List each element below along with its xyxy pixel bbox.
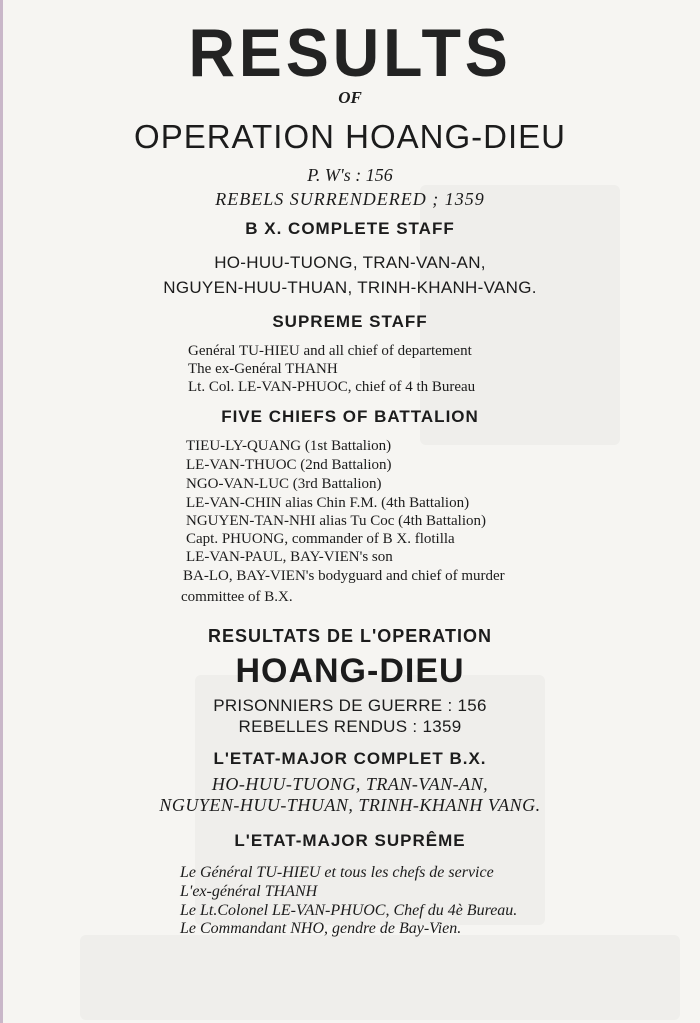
chief-item: LE-VAN-PAUL, BAY-VIEN's son bbox=[186, 549, 393, 565]
french-names-line-1: HO-HUU-TUONG, TRAN-VAN-AN, bbox=[211, 774, 489, 794]
bx-staff-heading: B X. COMPLETE STAFF bbox=[245, 219, 455, 238]
prisoners-of-war: P. W's : 156 bbox=[307, 165, 393, 185]
french-supreme-item: L'ex-général THANH bbox=[180, 883, 318, 900]
operation-name: OPERATION HOANG-DIEU bbox=[134, 118, 566, 155]
french-supreme-item: Le Général TU-HIEU et tous les chefs de service bbox=[180, 864, 494, 881]
french-supreme-item: Le Lt.Colonel LE-VAN-PHUOC, Chef du 4è Bureau. bbox=[180, 902, 518, 919]
supreme-item: The ex-Genéral THANH bbox=[188, 361, 338, 377]
supreme-staff-heading: SUPREME STAFF bbox=[272, 312, 428, 331]
french-results-heading: RESULTATS DE L'OPERATION bbox=[208, 626, 492, 646]
show-through-block-bottom bbox=[80, 935, 680, 1020]
supreme-item: Lt. Col. LE-VAN-PHUOC, chief of 4 th Bureau bbox=[188, 379, 476, 395]
chief-item: Capt. PHUONG, commander of B X. flotilla bbox=[186, 531, 455, 547]
french-supreme-heading: L'ETAT-MAJOR SUPRÊME bbox=[234, 831, 466, 850]
chief-item: BA-LO, BAY-VIEN's bodyguard and chief of murder bbox=[183, 568, 505, 584]
chief-item: committee of B.X. bbox=[181, 589, 293, 605]
document-title: RESULTS bbox=[188, 15, 512, 91]
chief-item: LE-VAN-THUOC (2nd Battalion) bbox=[186, 457, 392, 473]
chief-item: TIEU-LY-QUANG (1st Battalion) bbox=[186, 438, 392, 454]
chief-item: LE-VAN-CHIN alias Chin F.M. (4th Battalion) bbox=[186, 495, 470, 511]
french-rebels: REBELLES RENDUS : 1359 bbox=[238, 717, 462, 736]
french-prisoners: PRISONNIERS DE GUERRE : 156 bbox=[213, 696, 487, 715]
bx-names-line-2: NGUYEN-HUU-THUAN, TRINH-KHANH-VANG. bbox=[163, 278, 537, 297]
french-names-line-2: NGUYEN-HUU-THUAN, TRINH-KHANH VANG. bbox=[159, 795, 541, 815]
french-operation-title: HOANG-DIEU bbox=[235, 652, 465, 690]
chief-item: NGUYEN-TAN-NHI alias Tu Coc (4th Battalion) bbox=[186, 513, 487, 529]
of-word: OF bbox=[338, 88, 362, 107]
supreme-item: Genéral TU-HIEU and all chief of departement bbox=[188, 343, 472, 359]
rebels-surrendered: REBELS SURRENDERED ; 1359 bbox=[215, 189, 485, 209]
chief-item: NGO-VAN-LUC (3rd Battalion) bbox=[186, 476, 382, 492]
five-chiefs-heading: FIVE CHIEFS OF BATTALION bbox=[221, 407, 479, 426]
french-bx-heading: L'ETAT-MAJOR COMPLET B.X. bbox=[213, 749, 487, 768]
bx-names-line-1: HO-HUU-TUONG, TRAN-VAN-AN, bbox=[214, 253, 486, 272]
french-supreme-item: Le Commandant NHO, gendre de Bay-Vien. bbox=[180, 920, 462, 937]
